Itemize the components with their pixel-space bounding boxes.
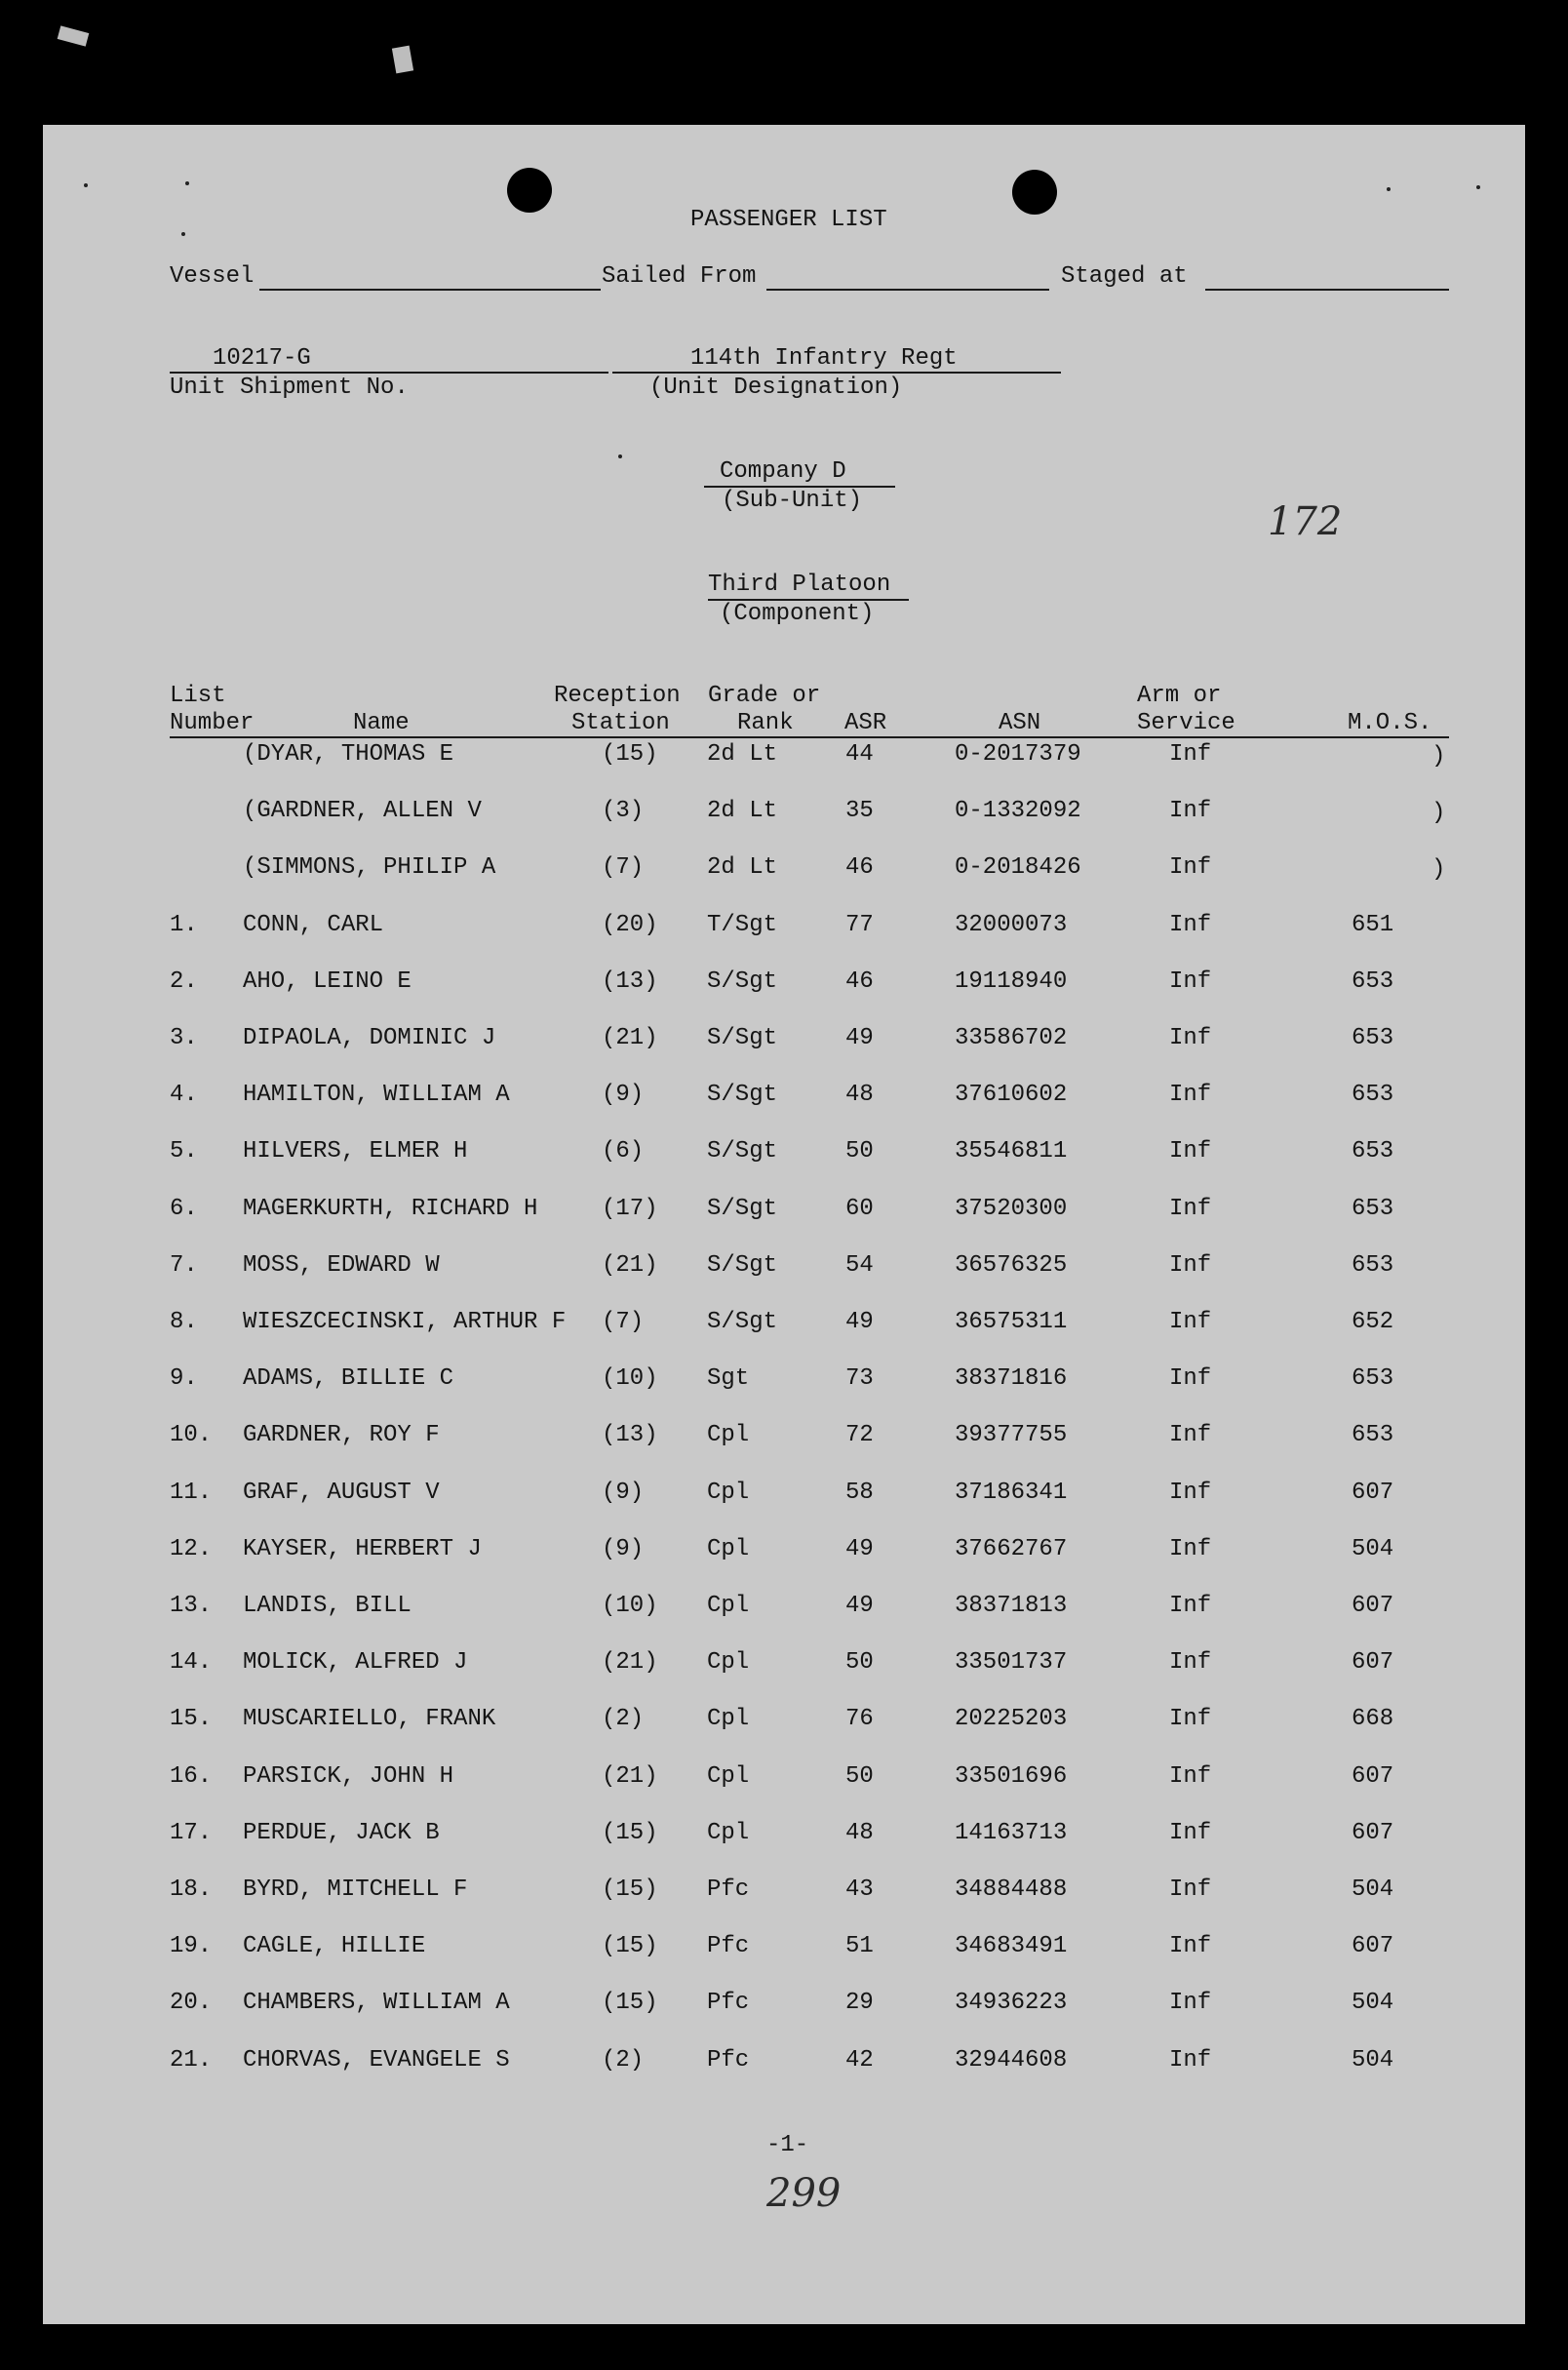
row-number: 2. [170, 968, 198, 995]
row-mos: 504 [1352, 1876, 1394, 1903]
row-name: (SIMMONS, PHILIP A [243, 854, 496, 881]
row-grade: 2d Lt [707, 854, 778, 881]
row-name: CHAMBERS, WILLIAM A [243, 1990, 510, 2016]
row-arm-service: Inf [1169, 1365, 1212, 1392]
row-number: 12. [170, 1536, 213, 1562]
header-list-number: List [170, 683, 226, 709]
speck [1387, 187, 1391, 191]
row-arm-service: Inf [1169, 1990, 1212, 2016]
row-reception-station: (21) [602, 1025, 658, 1051]
row-name: MOSS, EDWARD W [243, 1252, 440, 1279]
row-number: 21. [170, 2047, 213, 2074]
table-row [43, 1763, 1525, 1797]
row-reception-station: (9) [602, 1480, 645, 1506]
row-name: HAMILTON, WILLIAM A [243, 1082, 510, 1108]
officer-bracket-mark: ) [1431, 856, 1446, 883]
paper-fragment [58, 25, 90, 46]
sailed-from-label: Sailed From [602, 263, 757, 290]
row-asr: 42 [845, 2047, 874, 2074]
row-arm-service: Inf [1169, 1422, 1212, 1448]
row-asn: 33586702 [955, 1025, 1068, 1051]
row-mos: 653 [1352, 1082, 1394, 1108]
table-row [43, 1649, 1525, 1682]
header-arm: Arm or [1137, 683, 1222, 709]
component-label: (Component) [720, 601, 875, 627]
row-arm-service: Inf [1169, 1536, 1212, 1562]
row-grade: S/Sgt [707, 1138, 778, 1165]
row-asr: 49 [845, 1536, 874, 1562]
row-mos: 653 [1352, 1422, 1394, 1448]
table-row [43, 1820, 1525, 1853]
row-mos: 651 [1352, 912, 1394, 938]
row-mos: 653 [1352, 1025, 1394, 1051]
table-row [43, 968, 1525, 1002]
row-asr: 46 [845, 854, 874, 881]
row-asn: 37610602 [955, 1082, 1068, 1108]
row-number: 5. [170, 1138, 198, 1165]
row-arm-service: Inf [1169, 1933, 1212, 1959]
row-asr: 50 [845, 1763, 874, 1790]
row-grade: S/Sgt [707, 1196, 778, 1222]
row-name: MOLICK, ALFRED J [243, 1649, 468, 1676]
row-arm-service: Inf [1169, 912, 1212, 938]
row-mos: 653 [1352, 968, 1394, 995]
row-asr: 50 [845, 1649, 874, 1676]
row-grade: Pfc [707, 1933, 750, 1959]
row-mos: 607 [1352, 1649, 1394, 1676]
row-asr: 44 [845, 741, 874, 768]
row-asn: 39377755 [955, 1422, 1068, 1448]
row-reception-station: (2) [602, 1706, 645, 1732]
row-asn: 0-2018426 [955, 854, 1081, 881]
row-arm-service: Inf [1169, 741, 1212, 768]
row-name: LANDIS, BILL [243, 1593, 412, 1619]
row-asn: 33501696 [955, 1763, 1068, 1790]
document-page [43, 125, 1525, 2324]
row-name: BYRD, MITCHELL F [243, 1876, 468, 1903]
table-row [43, 1309, 1525, 1342]
row-name: CHORVAS, EVANGELE S [243, 2047, 510, 2074]
row-asr: 48 [845, 1820, 874, 1846]
row-reception-station: (21) [602, 1763, 658, 1790]
row-mos: 653 [1352, 1252, 1394, 1279]
row-arm-service: Inf [1169, 1649, 1212, 1676]
row-grade: S/Sgt [707, 1309, 778, 1335]
row-asr: 58 [845, 1480, 874, 1506]
component-value: Third Platoon [708, 572, 891, 598]
row-reception-station: (15) [602, 1876, 658, 1903]
row-name: MUSCARIELLO, FRANK [243, 1706, 496, 1732]
row-asn: 20225203 [955, 1706, 1068, 1732]
row-number: 6. [170, 1196, 198, 1222]
row-number: 18. [170, 1876, 213, 1903]
row-name: WIESZCECINSKI, ARTHUR F [243, 1309, 567, 1335]
row-grade: Cpl [707, 1422, 750, 1448]
row-asr: 49 [845, 1025, 874, 1051]
row-asn: 34683491 [955, 1933, 1068, 1959]
row-grade: S/Sgt [707, 1252, 778, 1279]
officer-bracket-mark: ) [1431, 800, 1446, 826]
row-name: MAGERKURTH, RICHARD H [243, 1196, 538, 1222]
row-mos: 607 [1352, 1593, 1394, 1619]
row-number: 4. [170, 1082, 198, 1108]
row-reception-station: (13) [602, 1422, 658, 1448]
row-arm-service: Inf [1169, 1706, 1212, 1732]
table-row [43, 854, 1525, 888]
header-grade: Grade or [708, 683, 821, 709]
table-row [43, 1706, 1525, 1739]
handwritten-page-count: 172 [1268, 499, 1343, 544]
row-asn: 32944608 [955, 2047, 1068, 2074]
speck [185, 181, 189, 185]
row-mos: 653 [1352, 1365, 1394, 1392]
row-mos: 607 [1352, 1820, 1394, 1846]
table-row [43, 798, 1525, 831]
punch-hole-left [507, 168, 552, 213]
row-name: PERDUE, JACK B [243, 1820, 440, 1846]
row-asn: 37520300 [955, 1196, 1068, 1222]
table-row [43, 1138, 1525, 1171]
sailed-from-field-line [766, 289, 1049, 291]
row-reception-station: (15) [602, 1990, 658, 2016]
row-grade: 2d Lt [707, 798, 778, 824]
row-mos: 653 [1352, 1196, 1394, 1222]
table-row [43, 1536, 1525, 1569]
row-asn: 35546811 [955, 1138, 1068, 1165]
row-grade: Cpl [707, 1480, 750, 1506]
speck [181, 232, 185, 236]
row-mos: 504 [1352, 1990, 1394, 2016]
row-arm-service: Inf [1169, 1196, 1212, 1222]
table-row [43, 2047, 1525, 2080]
row-reception-station: (17) [602, 1196, 658, 1222]
row-grade: Pfc [707, 1990, 750, 2016]
row-arm-service: Inf [1169, 2047, 1212, 2074]
unit-shipment-value: 10217-G [213, 345, 311, 372]
row-mos: 607 [1352, 1933, 1394, 1959]
row-grade: Cpl [707, 1763, 750, 1790]
row-number: 16. [170, 1763, 213, 1790]
table-row [43, 912, 1525, 945]
row-asr: 49 [845, 1309, 874, 1335]
unit-shipment-label: Unit Shipment No. [170, 375, 409, 401]
row-name: AHO, LEINO E [243, 968, 412, 995]
row-asn: 0-2017379 [955, 741, 1081, 768]
row-asr: 43 [845, 1876, 874, 1903]
row-asn: 34884488 [955, 1876, 1068, 1903]
row-grade: S/Sgt [707, 1025, 778, 1051]
header-arm-2: Service [1137, 710, 1235, 736]
row-name: GRAF, AUGUST V [243, 1480, 440, 1506]
row-asr: 60 [845, 1196, 874, 1222]
row-name: PARSICK, JOHN H [243, 1763, 454, 1790]
row-asr: 50 [845, 1138, 874, 1165]
row-arm-service: Inf [1169, 854, 1212, 881]
row-reception-station: (15) [602, 1933, 658, 1959]
row-grade: Cpl [707, 1706, 750, 1732]
vessel-field-line [259, 289, 601, 291]
table-row [43, 1933, 1525, 1966]
row-arm-service: Inf [1169, 1252, 1212, 1279]
row-mos: 504 [1352, 1536, 1394, 1562]
row-arm-service: Inf [1169, 1138, 1212, 1165]
row-mos: 653 [1352, 1138, 1394, 1165]
staged-at-label: Staged at [1061, 263, 1188, 290]
row-number: 7. [170, 1252, 198, 1279]
document-title: PASSENGER LIST [690, 207, 887, 233]
row-reception-station: (21) [602, 1649, 658, 1676]
row-grade: 2d Lt [707, 741, 778, 768]
row-reception-station: (15) [602, 1820, 658, 1846]
row-asn: 32000073 [955, 912, 1068, 938]
row-asn: 37662767 [955, 1536, 1068, 1562]
table-row [43, 1876, 1525, 1910]
header-asn: ASN [999, 710, 1041, 736]
row-grade: T/Sgt [707, 912, 778, 938]
row-number: 17. [170, 1820, 213, 1846]
row-number: 3. [170, 1025, 198, 1051]
row-mos: 607 [1352, 1480, 1394, 1506]
table-row [43, 1422, 1525, 1455]
staged-at-field-line [1205, 289, 1449, 291]
row-name: DIPAOLA, DOMINIC J [243, 1025, 496, 1051]
table-row [43, 1480, 1525, 1513]
speck [1476, 185, 1480, 189]
row-grade: Pfc [707, 1876, 750, 1903]
row-asr: 49 [845, 1593, 874, 1619]
row-grade: Pfc [707, 2047, 750, 2074]
row-asn: 36576325 [955, 1252, 1068, 1279]
table-row [43, 1365, 1525, 1399]
punch-hole-right [1012, 170, 1057, 215]
row-number: 9. [170, 1365, 198, 1392]
sub-unit-value: Company D [720, 458, 846, 485]
row-grade: S/Sgt [707, 968, 778, 995]
table-row [43, 1252, 1525, 1285]
row-arm-service: Inf [1169, 798, 1212, 824]
row-asr: 54 [845, 1252, 874, 1279]
row-asn: 37186341 [955, 1480, 1068, 1506]
table-row [43, 1082, 1525, 1115]
row-number: 15. [170, 1706, 213, 1732]
row-asr: 35 [845, 798, 874, 824]
page-number: -1- [766, 2132, 809, 2158]
speck [618, 454, 622, 458]
row-reception-station: (10) [602, 1593, 658, 1619]
header-rule [170, 736, 1449, 738]
table-row [43, 741, 1525, 774]
row-mos: 652 [1352, 1309, 1394, 1335]
header-reception: Reception [554, 683, 681, 709]
row-arm-service: Inf [1169, 1876, 1212, 1903]
officer-bracket-mark: ) [1431, 743, 1446, 770]
row-asn: 34936223 [955, 1990, 1068, 2016]
row-reception-station: (7) [602, 854, 645, 881]
row-asr: 48 [845, 1082, 874, 1108]
row-asr: 77 [845, 912, 874, 938]
row-arm-service: Inf [1169, 1593, 1212, 1619]
handwritten-folio: 299 [766, 2171, 842, 2216]
row-name: CONN, CARL [243, 912, 384, 938]
row-arm-service: Inf [1169, 1763, 1212, 1790]
row-name: HILVERS, ELMER H [243, 1138, 468, 1165]
row-arm-service: Inf [1169, 1480, 1212, 1506]
speck [84, 183, 88, 187]
row-name: KAYSER, HERBERT J [243, 1536, 482, 1562]
row-grade: Cpl [707, 1820, 750, 1846]
row-asn: 38371813 [955, 1593, 1068, 1619]
table-row [43, 1990, 1525, 2023]
row-arm-service: Inf [1169, 1025, 1212, 1051]
row-number: 14. [170, 1649, 213, 1676]
row-asn: 19118940 [955, 968, 1068, 995]
row-reception-station: (15) [602, 741, 658, 768]
row-reception-station: (10) [602, 1365, 658, 1392]
row-arm-service: Inf [1169, 1309, 1212, 1335]
row-asn: 36575311 [955, 1309, 1068, 1335]
row-asn: 0-1332092 [955, 798, 1081, 824]
row-grade: S/Sgt [707, 1082, 778, 1108]
row-grade: Cpl [707, 1593, 750, 1619]
row-number: 13. [170, 1593, 213, 1619]
row-reception-station: (20) [602, 912, 658, 938]
row-mos: 504 [1352, 2047, 1394, 2074]
row-number: 11. [170, 1480, 213, 1506]
row-asr: 73 [845, 1365, 874, 1392]
row-asr: 72 [845, 1422, 874, 1448]
table-row [43, 1196, 1525, 1229]
row-reception-station: (21) [602, 1252, 658, 1279]
row-grade: Cpl [707, 1649, 750, 1676]
row-asr: 46 [845, 968, 874, 995]
row-number: 10. [170, 1422, 213, 1448]
unit-designation-value: 114th Infantry Regt [690, 345, 958, 372]
row-arm-service: Inf [1169, 968, 1212, 995]
row-number: 19. [170, 1933, 213, 1959]
unit-designation-label: (Unit Designation) [649, 375, 903, 401]
unit-designation-line [612, 372, 1061, 374]
row-asr: 29 [845, 1990, 874, 2016]
header-list-number-2: Number [170, 710, 255, 736]
row-mos: 607 [1352, 1763, 1394, 1790]
unit-shipment-line [170, 372, 608, 374]
table-row [43, 1025, 1525, 1058]
row-name: GARDNER, ROY F [243, 1422, 440, 1448]
row-reception-station: (3) [602, 798, 645, 824]
row-name: (GARDNER, ALLEN V [243, 798, 482, 824]
header-name: Name [353, 710, 410, 736]
header-mos: M.O.S. [1348, 710, 1432, 736]
row-asr: 51 [845, 1933, 874, 1959]
row-arm-service: Inf [1169, 1820, 1212, 1846]
row-name: ADAMS, BILLIE C [243, 1365, 454, 1392]
row-number: 1. [170, 912, 198, 938]
table-row [43, 1593, 1525, 1626]
row-name: (DYAR, THOMAS E [243, 741, 454, 768]
row-reception-station: (13) [602, 968, 658, 995]
header-asr: ASR [844, 710, 887, 736]
paper-fragment [392, 46, 413, 74]
row-number: 20. [170, 1990, 213, 2016]
row-mos: 668 [1352, 1706, 1394, 1732]
vessel-label: Vessel [170, 263, 255, 290]
row-reception-station: (7) [602, 1309, 645, 1335]
sub-unit-label: (Sub-Unit) [722, 488, 863, 514]
row-name: CAGLE, HILLIE [243, 1933, 426, 1959]
row-asn: 33501737 [955, 1649, 1068, 1676]
row-reception-station: (9) [602, 1082, 645, 1108]
row-grade: Sgt [707, 1365, 750, 1392]
row-asn: 38371816 [955, 1365, 1068, 1392]
row-asr: 76 [845, 1706, 874, 1732]
row-asn: 14163713 [955, 1820, 1068, 1846]
row-number: 8. [170, 1309, 198, 1335]
row-reception-station: (9) [602, 1536, 645, 1562]
row-grade: Cpl [707, 1536, 750, 1562]
row-reception-station: (2) [602, 2047, 645, 2074]
header-reception-2: Station [571, 710, 670, 736]
row-arm-service: Inf [1169, 1082, 1212, 1108]
header-grade-2: Rank [737, 710, 794, 736]
row-reception-station: (6) [602, 1138, 645, 1165]
